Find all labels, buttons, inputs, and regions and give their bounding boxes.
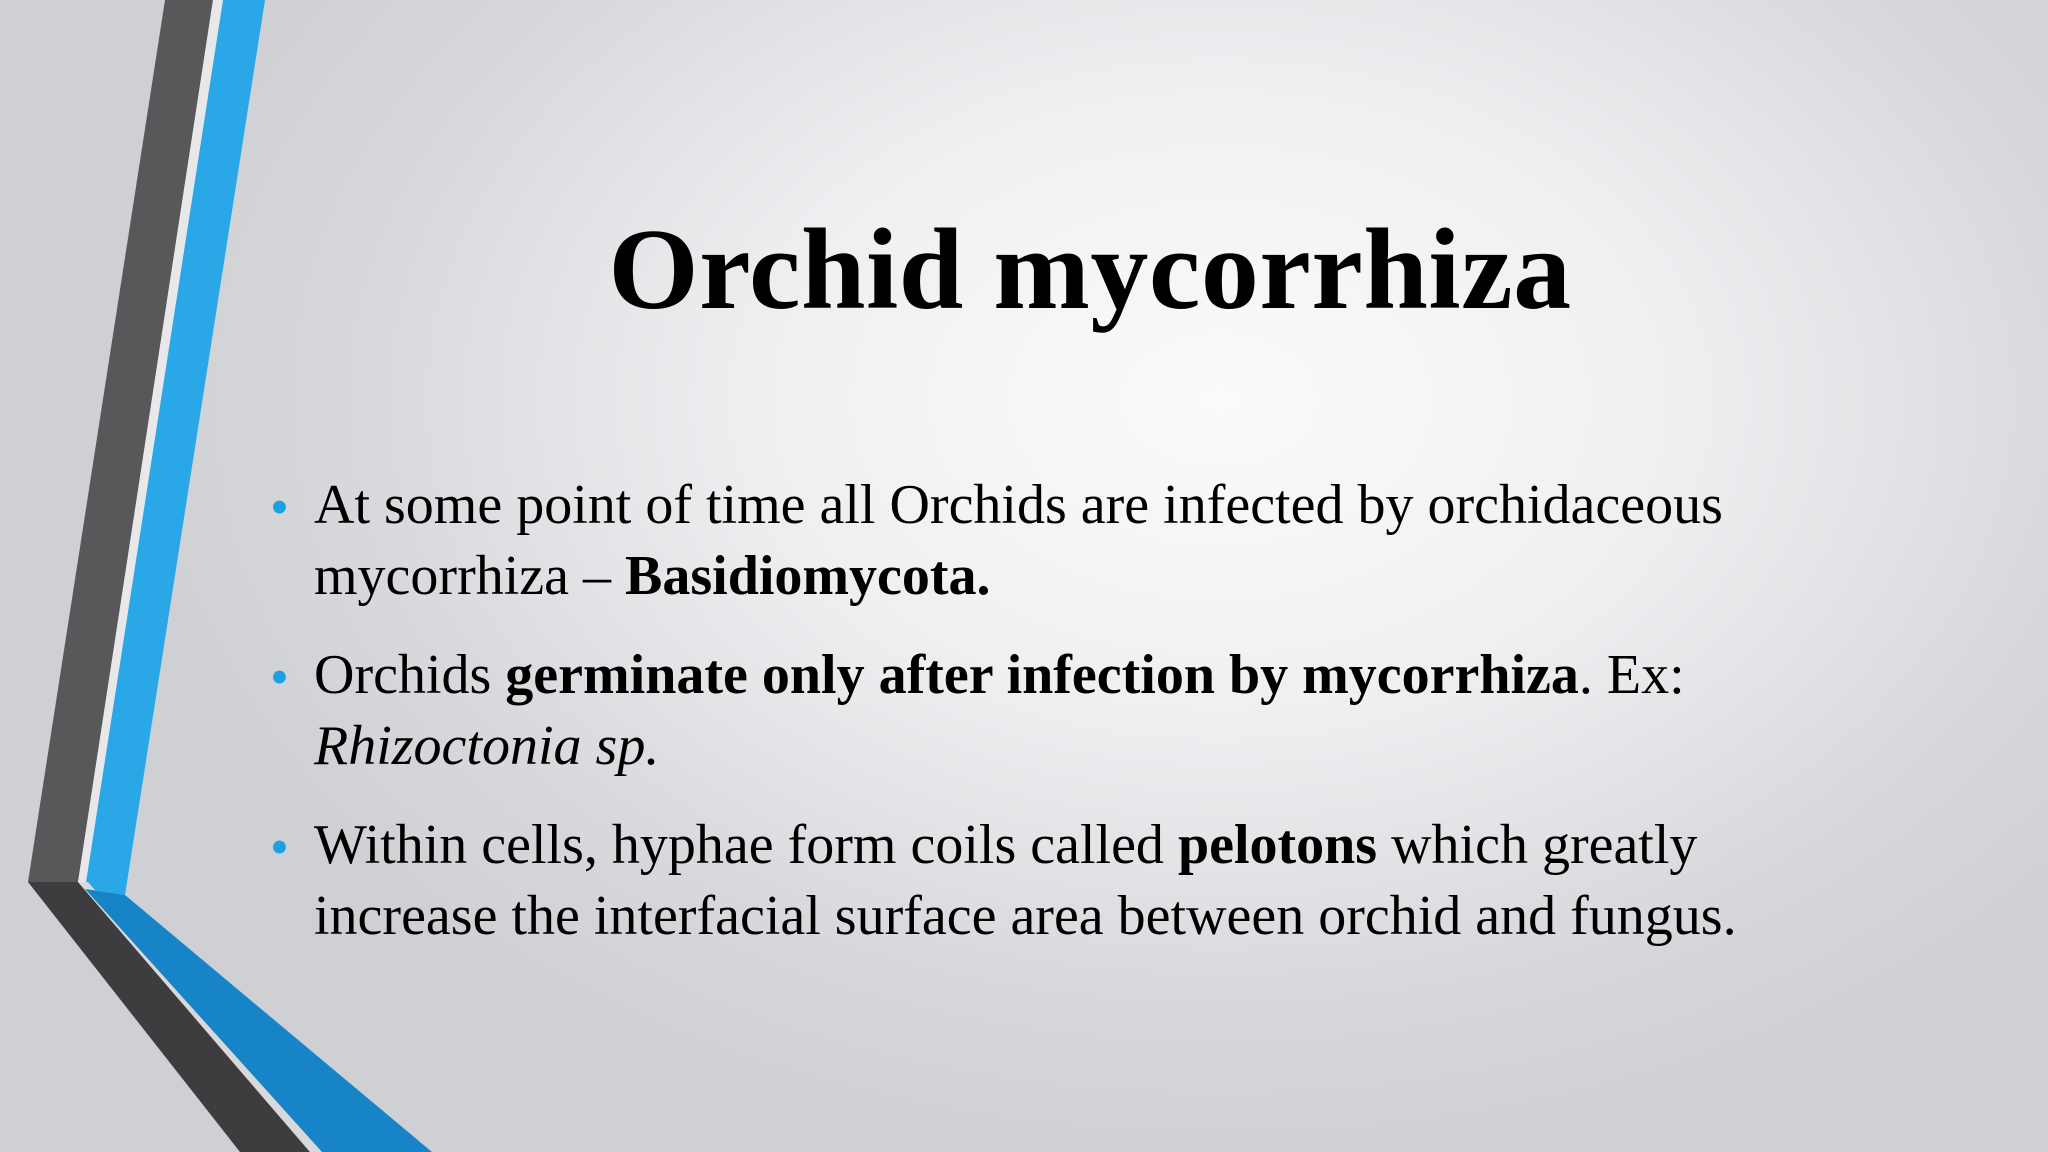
- bullet-text-bold: germinate only after infection by mycorrhiza: [505, 644, 1579, 706]
- bullet-text-normal: Orchids: [314, 644, 506, 706]
- slide-title: Orchid mycorrhiza: [608, 206, 1572, 334]
- bullet-text-italic: Rhizoctonia sp.: [314, 715, 660, 777]
- bullet-text-bold: pelotons: [1177, 814, 1378, 876]
- bullet-text-normal: which greatly increase the interfacial surface area between orchid and fungus.: [314, 814, 1737, 947]
- bullet-text-bold: Basidiomycota.: [624, 545, 991, 607]
- bullet-text-normal: Within cells, hyphae form coils called: [314, 814, 1178, 876]
- bullet-text: [314, 814, 1737, 947]
- bullet-item: [270, 810, 1890, 952]
- bullet-text-normal: At some point of time all Orchids are infected by orchidaceous mycorrhiza –: [314, 474, 1723, 607]
- bullet-list: [270, 470, 1890, 980]
- bullet-text-normal: . Ex:: [1578, 644, 1685, 706]
- bullet-dot-icon: •: [270, 817, 289, 877]
- bullet-dot-icon: •: [270, 647, 289, 707]
- bullet-dot-icon: •: [270, 477, 289, 537]
- bullet-item: [270, 640, 1890, 782]
- bullet-text: [314, 644, 1685, 777]
- bullet-item: [270, 470, 1890, 612]
- bullet-text: [314, 474, 1723, 607]
